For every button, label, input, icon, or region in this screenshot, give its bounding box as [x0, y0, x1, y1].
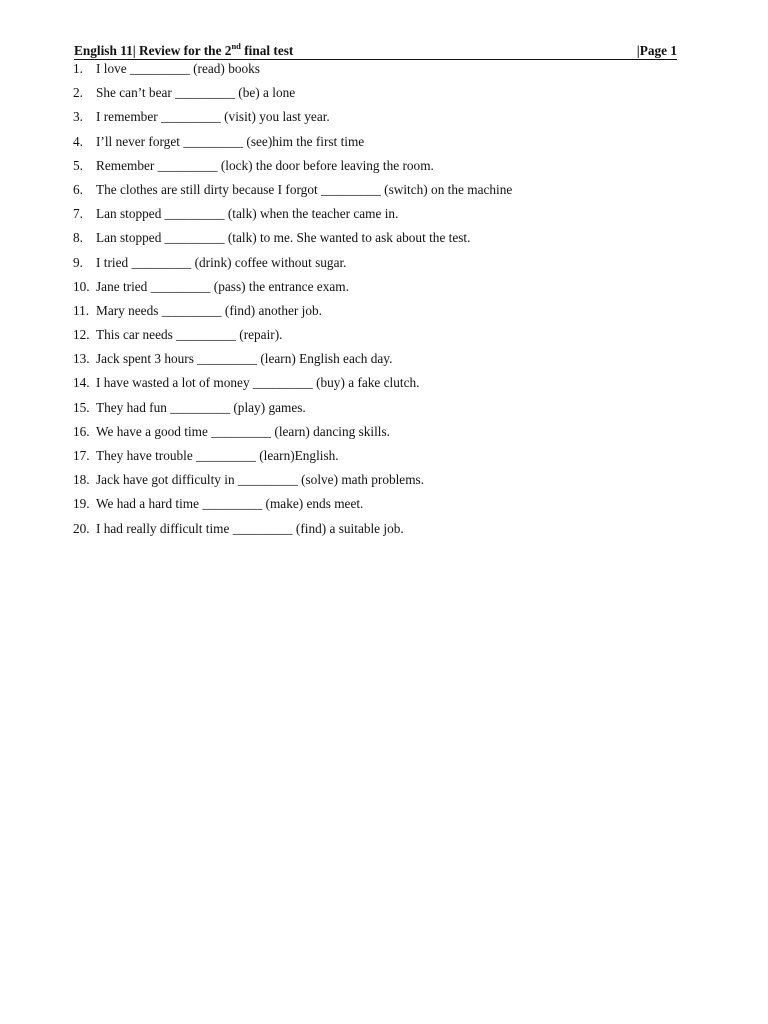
question-number: 14.: [73, 375, 90, 391]
question-number: 10.: [73, 278, 90, 294]
header-title-superscript: nd: [231, 40, 241, 51]
question-number: 6.: [73, 181, 83, 197]
question-number: 17.: [73, 448, 90, 463]
question-number: 7.: [73, 206, 83, 222]
question-number: 3.: [73, 109, 83, 125]
question-number: 2.: [73, 85, 83, 101]
question-item: [0, 277, 768, 301]
question-number: 12.: [73, 327, 90, 343]
question-item: [0, 446, 768, 470]
question-item: [0, 349, 768, 373]
question-text: I remember _________ (visit) you last year.: [96, 109, 330, 125]
question-number: 5.: [73, 157, 83, 173]
question-text: Lan stopped _________ (talk) to me. She wanted to ask about the test.: [96, 230, 471, 246]
question-item: [0, 59, 768, 83]
question-list: [0, 59, 768, 543]
question-text: I’ll never forget _________ (see)him the first time: [96, 133, 365, 149]
question-item: [0, 107, 768, 131]
question-number: 9.: [73, 254, 83, 270]
question-number: 20.: [73, 520, 90, 536]
question-text: The clothes are still dirty because I forgot _________ (switch) on the machine: [96, 181, 513, 197]
question-text: We had a hard time _________ (make) ends meet.: [96, 496, 364, 512]
question-number: 15.: [73, 399, 90, 415]
question-item: [0, 228, 768, 252]
question-number: 4.: [73, 133, 83, 149]
question-item: [0, 180, 768, 204]
question-text: I had really difficult time _________ (find) a suitable job.: [96, 520, 404, 536]
header-title-prefix: English 11| Review for the 2: [74, 43, 232, 58]
question-item: [0, 253, 768, 277]
question-text: I have wasted a lot of money _________ (buy) a fake clutch.: [96, 375, 420, 391]
question-item: [0, 373, 768, 397]
question-text: They had fun _________ (play) games.: [96, 399, 306, 415]
question-item: [0, 494, 768, 518]
question-item: [0, 519, 768, 543]
question-text: Remember _________ (lock) the door before leaving the room.: [96, 157, 434, 173]
header-title-suffix: final test: [240, 43, 294, 58]
question-item: [0, 156, 768, 180]
question-number: 1.: [73, 61, 83, 76]
question-item: [0, 422, 768, 446]
question-number: 19.: [73, 496, 90, 512]
question-text: I love _________ (read) books: [96, 61, 260, 76]
question-item: [0, 132, 768, 156]
question-number: 13.: [73, 351, 90, 367]
question-item: [0, 398, 768, 422]
page-number-label: |Page 1: [636, 43, 677, 58]
question-text: She can’t bear _________ (be) a lone: [96, 85, 296, 101]
page-header: [74, 42, 677, 60]
question-text: This car needs _________ (repair).: [96, 327, 283, 343]
question-text: Mary needs _________ (find) another job.: [96, 302, 322, 318]
question-text: I tried _________ (drink) coffee without sugar.: [96, 254, 347, 270]
question-item: [0, 83, 768, 107]
question-text: They have trouble _________ (learn)English.: [96, 448, 339, 463]
question-item: [0, 301, 768, 325]
question-number: 11.: [73, 302, 90, 318]
question-number: 16.: [73, 423, 90, 439]
question-item: [0, 470, 768, 494]
question-item: [0, 204, 768, 228]
question-text: Jane tried _________ (pass) the entrance exam.: [96, 278, 349, 294]
question-text: Lan stopped _________ (talk) when the teacher came in.: [96, 206, 399, 222]
question-number: 8.: [73, 230, 83, 246]
header-title: [74, 42, 293, 59]
question-number: 18.: [73, 472, 90, 488]
question-text: We have a good time _________ (learn) dancing skills.: [96, 423, 390, 439]
question-text: Jack spent 3 hours _________ (learn) English each day.: [96, 351, 393, 367]
question-text: Jack have got difficulty in _________ (solve) math problems.: [96, 472, 425, 488]
question-item: [0, 325, 768, 349]
